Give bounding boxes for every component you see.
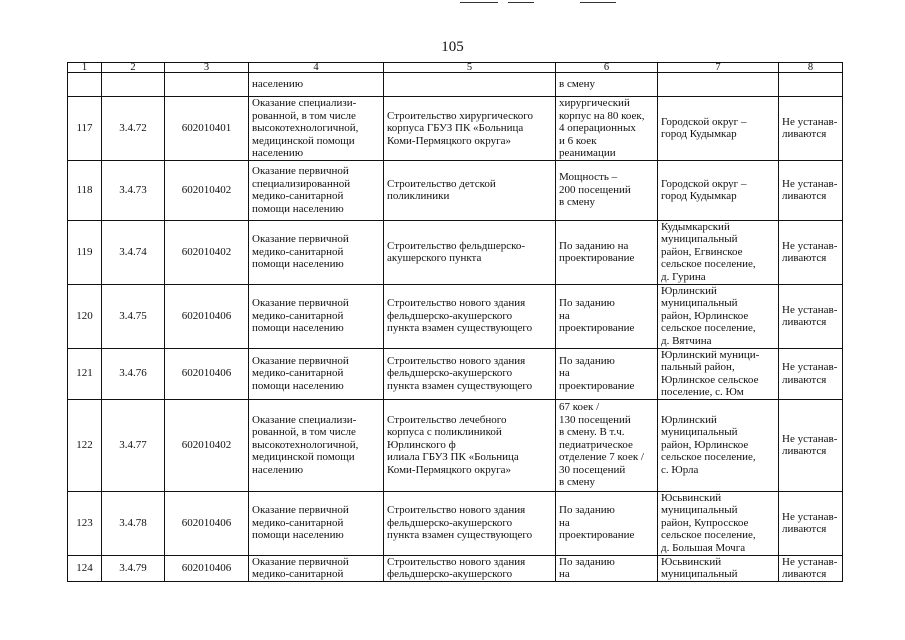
- capacity-cell: [556, 97, 658, 161]
- cell-text-line: д. Большая Мочга: [661, 541, 746, 554]
- code-cell: 3.4.78: [102, 491, 165, 555]
- cell-text-line: в смену. В т.ч.: [559, 426, 625, 439]
- cell-text-line: Оказание специализи-: [252, 413, 357, 426]
- activity-cell: [249, 399, 384, 491]
- cell-text-line: район, Юрлинское: [661, 438, 749, 451]
- object-cell: [384, 491, 556, 555]
- table-row: [68, 491, 843, 555]
- kbk-cell: 602010406: [165, 491, 249, 555]
- cell-text-line: ливаются: [782, 373, 827, 386]
- cell-text-line: фельдшерско-акушерского: [387, 367, 513, 380]
- kbk-cell: 602010402: [165, 399, 249, 491]
- column-number: 3: [165, 63, 249, 73]
- column-number: 6: [556, 63, 658, 73]
- object-cell: [384, 284, 556, 348]
- location-cell: [658, 348, 779, 399]
- cell-text-line: Юрлинского ф: [387, 438, 456, 451]
- cell-text-line: высокотехнологичной,: [252, 122, 359, 134]
- activity-cell: [249, 73, 384, 97]
- cell-text-line: район, Юрлинское: [661, 309, 749, 322]
- column-number-row: [68, 63, 843, 73]
- cell-text-line: Юрлинское сельское: [661, 373, 759, 386]
- cell-text-line: Оказание специализи-: [252, 97, 357, 109]
- cell-text-line: Не устанав-: [782, 239, 838, 252]
- location-cell: [658, 284, 779, 348]
- cell-text-line: Строительство нового здания: [387, 504, 526, 517]
- kbk-cell: 602010401: [165, 97, 249, 161]
- kbk-cell: 602010406: [165, 348, 249, 399]
- cell-text-line: медико-санитарной: [252, 367, 344, 380]
- code-cell: 3.4.72: [102, 97, 165, 161]
- capacity-cell: [556, 160, 658, 220]
- num-cell: 121: [68, 348, 102, 399]
- cell-text-line: Коми-Пермяцкого округа»: [387, 463, 512, 476]
- location-cell: [658, 73, 779, 97]
- cell-text-line: муниципальный: [661, 504, 738, 517]
- cell-text-line: Строительство нового здания: [387, 555, 526, 568]
- num-cell: 122: [68, 399, 102, 491]
- cell-text-line: Оказание первичной: [252, 555, 349, 568]
- cell-text-line: Не устанав-: [782, 115, 838, 128]
- cell-text-line: специализированной: [252, 177, 351, 190]
- cell-text-line: фельдшерско-акушерского: [387, 309, 513, 322]
- capacity-cell: [556, 284, 658, 348]
- cell-text-line: Оказание первичной: [252, 233, 349, 246]
- cell-text-line: Городской округ –: [661, 115, 747, 128]
- num-cell: 118: [68, 160, 102, 220]
- cell-text-line: Не устанав-: [782, 432, 838, 445]
- cell-text-line: проектирование: [559, 322, 635, 335]
- cell-text-line: помощи населению: [252, 529, 344, 542]
- cell-text-line: 30 посещений: [559, 463, 626, 476]
- cell-text-line: район, Купросское: [661, 516, 749, 529]
- deadline-cell: [779, 73, 843, 97]
- cell-text-line: корпуса с поликлиникой: [387, 426, 502, 439]
- capacity-cell: [556, 491, 658, 555]
- cell-text-line: медико-санитарной: [252, 190, 344, 202]
- table-row: [68, 284, 843, 348]
- kbk-cell: [165, 73, 249, 97]
- cell-text-line: муниципальный: [661, 426, 738, 439]
- cell-text-line: город Кудымкар: [661, 128, 737, 141]
- cell-text-line: сельское поселение,: [661, 451, 756, 464]
- cell-text-line: Не устанав-: [782, 510, 838, 523]
- code-cell: [102, 73, 165, 97]
- table-row: [68, 555, 843, 581]
- cell-text-line: помощи населению: [252, 258, 344, 271]
- object-cell: [384, 73, 556, 97]
- cell-text-line: реанимации: [559, 147, 616, 159]
- cell-text-line: Оказание первичной: [252, 297, 349, 310]
- cell-text-line: поселение, с. Юм: [661, 386, 744, 398]
- column-number: 2: [102, 63, 165, 73]
- cell-text-line: По заданию: [559, 555, 615, 568]
- num-cell: 120: [68, 284, 102, 348]
- column-number: 7: [658, 63, 779, 73]
- kbk-cell: 602010402: [165, 160, 249, 220]
- code-cell: 3.4.73: [102, 160, 165, 220]
- cell-text-line: Мощность –: [559, 171, 618, 184]
- location-cell: [658, 399, 779, 491]
- cell-text-line: на: [559, 367, 570, 380]
- scan-top-marks: [0, 0, 905, 6]
- cell-text-line: ливаются: [782, 316, 827, 328]
- cell-text-line: Оказание первичной: [252, 165, 349, 177]
- deadline-cell: [779, 348, 843, 399]
- cell-text-line: населению: [252, 147, 304, 159]
- cell-text-line: По заданию: [559, 354, 615, 367]
- cell-text-line: фельдшерско-акушерского: [387, 516, 513, 529]
- num-cell: 124: [68, 555, 102, 581]
- cell-text-line: Юрлинский муници-: [661, 348, 760, 361]
- object-cell: [384, 399, 556, 491]
- cell-text-line: на: [559, 568, 570, 580]
- cell-text-line: 130 посещений: [559, 413, 631, 426]
- cell-text-line: Строительство фельдшерско-: [387, 239, 526, 252]
- cell-text-line: Не устанав-: [782, 361, 838, 373]
- cell-text-line: Строительство хирургического: [387, 109, 534, 122]
- deadline-cell: [779, 97, 843, 161]
- cell-text-line: с. Юрла: [661, 463, 699, 476]
- capacity-cell: [556, 73, 658, 97]
- cell-text-line: Строительство лечебного: [387, 413, 507, 426]
- activity-cell: [249, 348, 384, 399]
- cell-text-line: По заданию: [559, 297, 615, 310]
- cell-text-line: сельское поселение,: [661, 529, 756, 542]
- cell-text-line: высокотехнологичной,: [252, 438, 359, 451]
- cell-text-line: Юрлинский: [661, 413, 717, 426]
- cell-text-line: д. Гурина: [661, 270, 706, 283]
- cell-text-line: Кудымкарский: [661, 220, 730, 233]
- deadline-cell: [779, 160, 843, 220]
- cell-text-line: отделение 7 коек /: [559, 451, 644, 464]
- cell-text-line: в смену: [559, 476, 596, 489]
- column-number: 8: [779, 63, 843, 73]
- cell-text-line: ливаются: [782, 190, 827, 202]
- cell-text-line: Не устанав-: [782, 303, 838, 316]
- cell-text-line: Не устанав-: [782, 555, 838, 568]
- num-cell: [68, 73, 102, 97]
- cell-text-line: медико-санитарной: [252, 245, 344, 258]
- deadline-cell: [779, 555, 843, 581]
- cell-text-line: пальный район,: [661, 361, 735, 373]
- code-cell: 3.4.79: [102, 555, 165, 581]
- cell-text-line: д. Вятчина: [661, 334, 712, 347]
- cell-text-line: акушерского пункта: [387, 252, 482, 264]
- cell-text-line: Городской округ –: [661, 177, 747, 190]
- cell-text-line: проектирование: [559, 379, 635, 392]
- capacity-cell: [556, 220, 658, 284]
- cell-text-line: в смену: [559, 196, 596, 209]
- cell-text-line: 200 посещений: [559, 183, 631, 196]
- objects-table: [67, 62, 843, 582]
- table-row: [68, 220, 843, 284]
- cell-text-line: Юсьвинский: [661, 555, 722, 568]
- cell-text-line: Оказание первичной: [252, 504, 349, 517]
- page-number: 105: [441, 39, 464, 55]
- cell-text-line: и 6 коек: [559, 134, 597, 147]
- num-cell: 117: [68, 97, 102, 161]
- cell-text-line: муниципальный: [661, 568, 738, 580]
- location-cell: [658, 97, 779, 161]
- deadline-cell: [779, 399, 843, 491]
- location-cell: [658, 220, 779, 284]
- cell-text-line: хирургический: [559, 97, 630, 109]
- column-number: 1: [68, 63, 102, 73]
- cell-text-line: фельдшерско-акушерского: [387, 568, 513, 580]
- cell-text-line: муниципальный: [661, 297, 738, 310]
- code-cell: 3.4.75: [102, 284, 165, 348]
- cell-text-line: 67 коек /: [559, 401, 600, 414]
- cell-text-line: рованной, в том числе: [252, 426, 356, 439]
- cell-text-line: помощи населению: [252, 322, 344, 335]
- column-number: 5: [384, 63, 556, 73]
- cell-text-line: ливаются: [782, 568, 827, 580]
- cell-text-line: 4 операционных: [559, 122, 636, 134]
- cell-text-line: ливаются: [782, 128, 827, 141]
- cell-text-line: на: [559, 516, 570, 529]
- activity-cell: [249, 284, 384, 348]
- deadline-cell: [779, 220, 843, 284]
- num-cell: 123: [68, 491, 102, 555]
- cell-text-line: помощи населению: [252, 379, 344, 392]
- cell-text-line: Не устанав-: [782, 177, 838, 190]
- cell-text-line: пункта взамен существующего: [387, 529, 533, 542]
- code-cell: 3.4.74: [102, 220, 165, 284]
- cell-text-line: пункта взамен существующего: [387, 379, 533, 392]
- code-cell: 3.4.76: [102, 348, 165, 399]
- cell-text-line: населению: [252, 78, 304, 91]
- cell-text-line: медицинской помощи: [252, 451, 355, 464]
- deadline-cell: [779, 491, 843, 555]
- cell-text-line: медико-санитарной: [252, 516, 344, 529]
- capacity-cell: [556, 348, 658, 399]
- num-cell: 119: [68, 220, 102, 284]
- cell-text-line: По заданию: [559, 504, 615, 517]
- table-row: [68, 399, 843, 491]
- object-cell: [384, 97, 556, 161]
- cell-text-line: корпус на 80 коек,: [559, 109, 645, 122]
- cell-text-line: муниципальный: [661, 233, 738, 246]
- cell-text-line: город Кудымкар: [661, 190, 737, 202]
- location-cell: [658, 491, 779, 555]
- table-row: [68, 160, 843, 220]
- kbk-cell: 602010406: [165, 555, 249, 581]
- cell-text-line: По заданию на: [559, 239, 629, 252]
- object-cell: [384, 220, 556, 284]
- cell-text-line: илиала ГБУЗ ПК «Больница: [387, 451, 519, 464]
- cell-text-line: Юрлинский: [661, 284, 717, 297]
- cell-text-line: пункта взамен существующего: [387, 322, 533, 335]
- cell-text-line: в смену: [559, 78, 596, 91]
- cell-text-line: населению: [252, 463, 304, 476]
- cell-text-line: сельское поселение,: [661, 322, 756, 335]
- code-cell: 3.4.77: [102, 399, 165, 491]
- cell-text-line: ливаются: [782, 523, 827, 535]
- cell-text-line: Строительство детской: [387, 177, 496, 190]
- column-number: 4: [249, 63, 384, 73]
- cell-text-line: ливаются: [782, 445, 827, 457]
- cell-text-line: медицинской помощи: [252, 134, 355, 147]
- kbk-cell: 602010406: [165, 284, 249, 348]
- cell-text-line: поликлиники: [387, 190, 450, 202]
- cell-text-line: педиатрическое: [559, 438, 633, 451]
- activity-cell: [249, 491, 384, 555]
- cell-text-line: ливаются: [782, 252, 827, 264]
- cell-text-line: проектирование: [559, 252, 635, 264]
- cell-text-line: корпуса ГБУЗ ПК «Больница: [387, 122, 524, 134]
- object-cell: [384, 160, 556, 220]
- continuation-row: [68, 73, 843, 97]
- cell-text-line: рованной, в том числе: [252, 109, 356, 122]
- location-cell: [658, 555, 779, 581]
- cell-text-line: медико-санитарной: [252, 568, 344, 580]
- cell-text-line: район, Егвинское: [661, 245, 743, 258]
- activity-cell: [249, 97, 384, 161]
- table-row: [68, 348, 843, 399]
- cell-text-line: Строительство нового здания: [387, 354, 526, 367]
- cell-text-line: Коми-Пермяцкого округа»: [387, 134, 512, 147]
- activity-cell: [249, 220, 384, 284]
- cell-text-line: Оказание первичной: [252, 354, 349, 367]
- capacity-cell: [556, 555, 658, 581]
- cell-text-line: Юсьвинский: [661, 491, 722, 504]
- kbk-cell: 602010402: [165, 220, 249, 284]
- cell-text-line: на: [559, 309, 570, 322]
- object-cell: [384, 348, 556, 399]
- activity-cell: [249, 555, 384, 581]
- location-cell: [658, 160, 779, 220]
- activity-cell: [249, 160, 384, 220]
- cell-text-line: Строительство нового здания: [387, 297, 526, 310]
- deadline-cell: [779, 284, 843, 348]
- capacity-cell: [556, 399, 658, 491]
- cell-text-line: медико-санитарной: [252, 309, 344, 322]
- cell-text-line: проектирование: [559, 529, 635, 542]
- table-row: [68, 97, 843, 161]
- cell-text-line: помощи населению: [252, 202, 344, 215]
- object-cell: [384, 555, 556, 581]
- cell-text-line: сельское поселение,: [661, 258, 756, 271]
